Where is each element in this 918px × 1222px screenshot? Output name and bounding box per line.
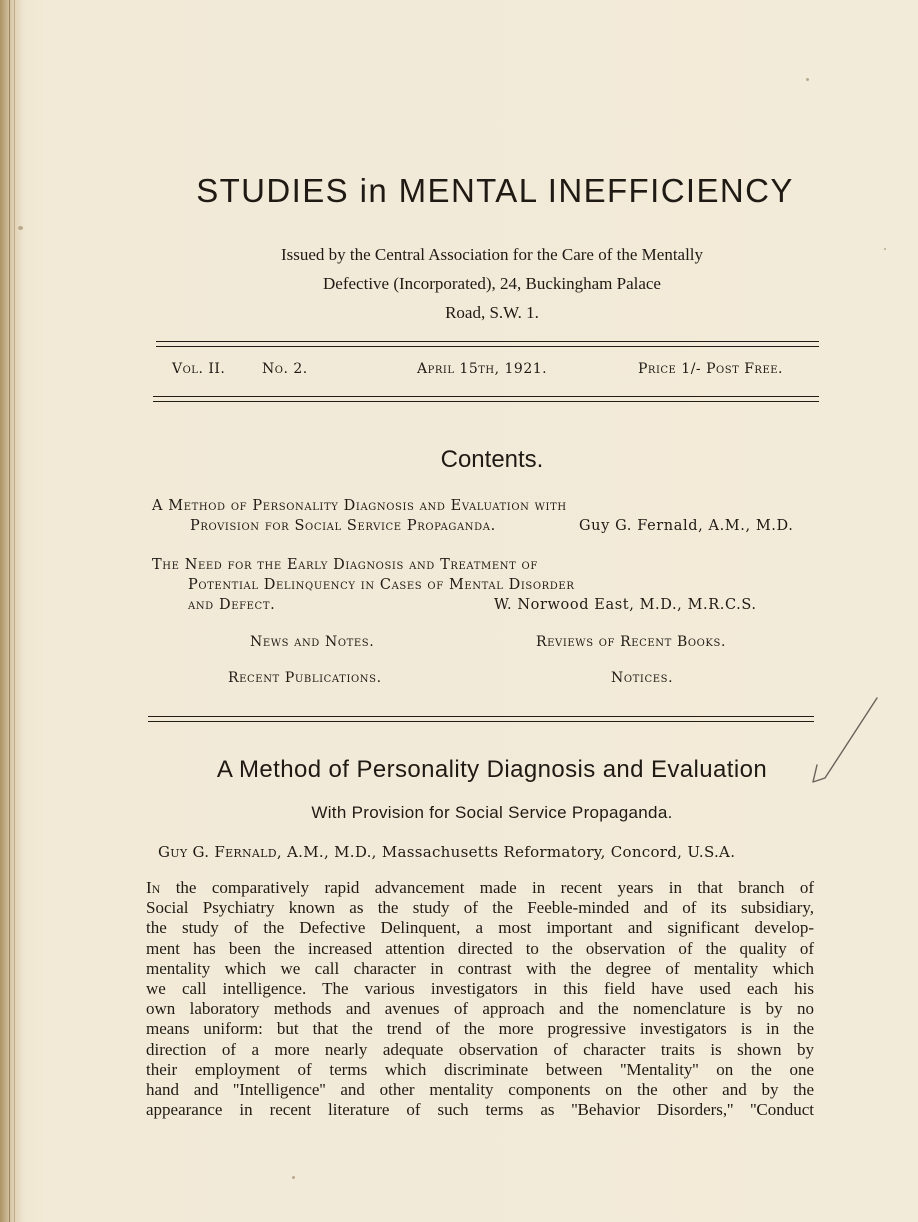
body-line: means uniform: but that the trend of the more progressive investigators is in the	[146, 1019, 814, 1039]
volume-label: Vol. II.	[172, 361, 226, 377]
divider-rule	[153, 401, 819, 402]
article-subtitle: With Provision for Social Service Propaganda.	[311, 803, 673, 822]
contents-entry-author	[494, 597, 757, 613]
article-title: A Method of Personality Diagnosis and Evaluation	[216, 756, 768, 783]
contents-entry-line: Potential Delinquency in Cases of Mental Disorder	[188, 577, 575, 593]
issued-by-line: Defective (Incorporated), 24, Buckingham Palace	[323, 274, 661, 293]
paper-speck	[884, 248, 886, 250]
contents-entry-line: and Defect.	[188, 597, 276, 613]
spine-edge-line	[14, 0, 15, 1222]
body-line: we call intelligence. The various investigators in this field have used each his	[146, 979, 814, 999]
divider-rule	[153, 396, 819, 397]
contents-entry-line: The Need for the Early Diagnosis and Treatment of	[152, 557, 538, 573]
paper-speck	[18, 226, 23, 230]
drop-word: In	[146, 878, 161, 897]
body-line: hand and ''Intelligence'' and other mentality components on the other and by the	[146, 1080, 814, 1100]
issued-by-line: Issued by the Central Association for the Care of the Mentally	[280, 245, 704, 264]
divider-rule	[156, 346, 819, 347]
contents-entry-line-text: Provision for Social Service Propaganda.	[190, 518, 496, 534]
body-line: ment has been the increased attention directed to the observation of the quality of	[146, 938, 814, 958]
body-line: mentality which we call character in contrast with the degree of mentality which	[146, 958, 814, 978]
contents-heading: Contents.	[440, 446, 544, 473]
price-label: Price 1/- Post Free.	[638, 361, 783, 377]
divider-rule	[148, 721, 814, 722]
contents-author: W. Norwood East, M.D., M.R.C.S.	[494, 597, 757, 613]
divider-rule	[156, 341, 819, 342]
contents-entry-author	[579, 518, 793, 534]
body-line: their employment of terms which discriminate between ''Mentality'' on the one	[146, 1059, 814, 1079]
divider-rule	[148, 716, 814, 717]
paper-speck	[292, 1176, 295, 1179]
journal-title: STUDIES in MENTAL INEFFICIENCY	[196, 172, 794, 209]
issue-info-row	[172, 361, 822, 383]
body-line: appearance in recent literature of such terms as ''Behavior Disorders,'' ''Conduct	[146, 1100, 814, 1120]
body-line	[146, 878, 814, 898]
contents-misc-item: Notices.	[611, 670, 674, 686]
body-line: direction of a more nearly adequate observation of character traits is shown by	[146, 1039, 814, 1059]
number-label: No. 2.	[262, 361, 308, 377]
body-line: Social Psychiatry known as the study of the Feeble-minded and of its subsidiary,	[146, 898, 814, 918]
paper-speck	[806, 78, 809, 81]
body-line: the study of the Defective Delinquent, a most important and significant develop-	[146, 918, 814, 938]
contents-misc-item: Reviews of Recent Books.	[536, 634, 726, 650]
spine-edge-line	[9, 0, 10, 1222]
author-affiliation: , A.M., M.D., Massachusetts Reformatory, Concord, U.S.A.	[276, 843, 736, 861]
body-line-text: the comparatively rapid advancement made in recent years in that branch of	[160, 878, 814, 897]
issued-by	[160, 240, 824, 327]
article-body	[146, 878, 814, 1120]
contents-entry-line	[190, 518, 496, 534]
author-name: Guy G. Fernald	[158, 843, 277, 861]
spine-shadow	[0, 0, 26, 1222]
issue-date: April 15th, 1921.	[417, 361, 548, 377]
body-line: own laboratory methods and avenues of approach and the nomenclature is by no	[146, 999, 814, 1019]
contents-misc-item: News and Notes.	[250, 634, 375, 650]
issued-by-line: Road, S.W. 1.	[445, 303, 539, 322]
article-byline	[158, 843, 822, 861]
contents-entry-line: A Method of Personality Diagnosis and Evaluation with	[152, 498, 567, 514]
contents-author: Guy G. Fernald, A.M., M.D.	[579, 518, 794, 534]
contents-misc-item: Recent Publications.	[228, 670, 382, 686]
